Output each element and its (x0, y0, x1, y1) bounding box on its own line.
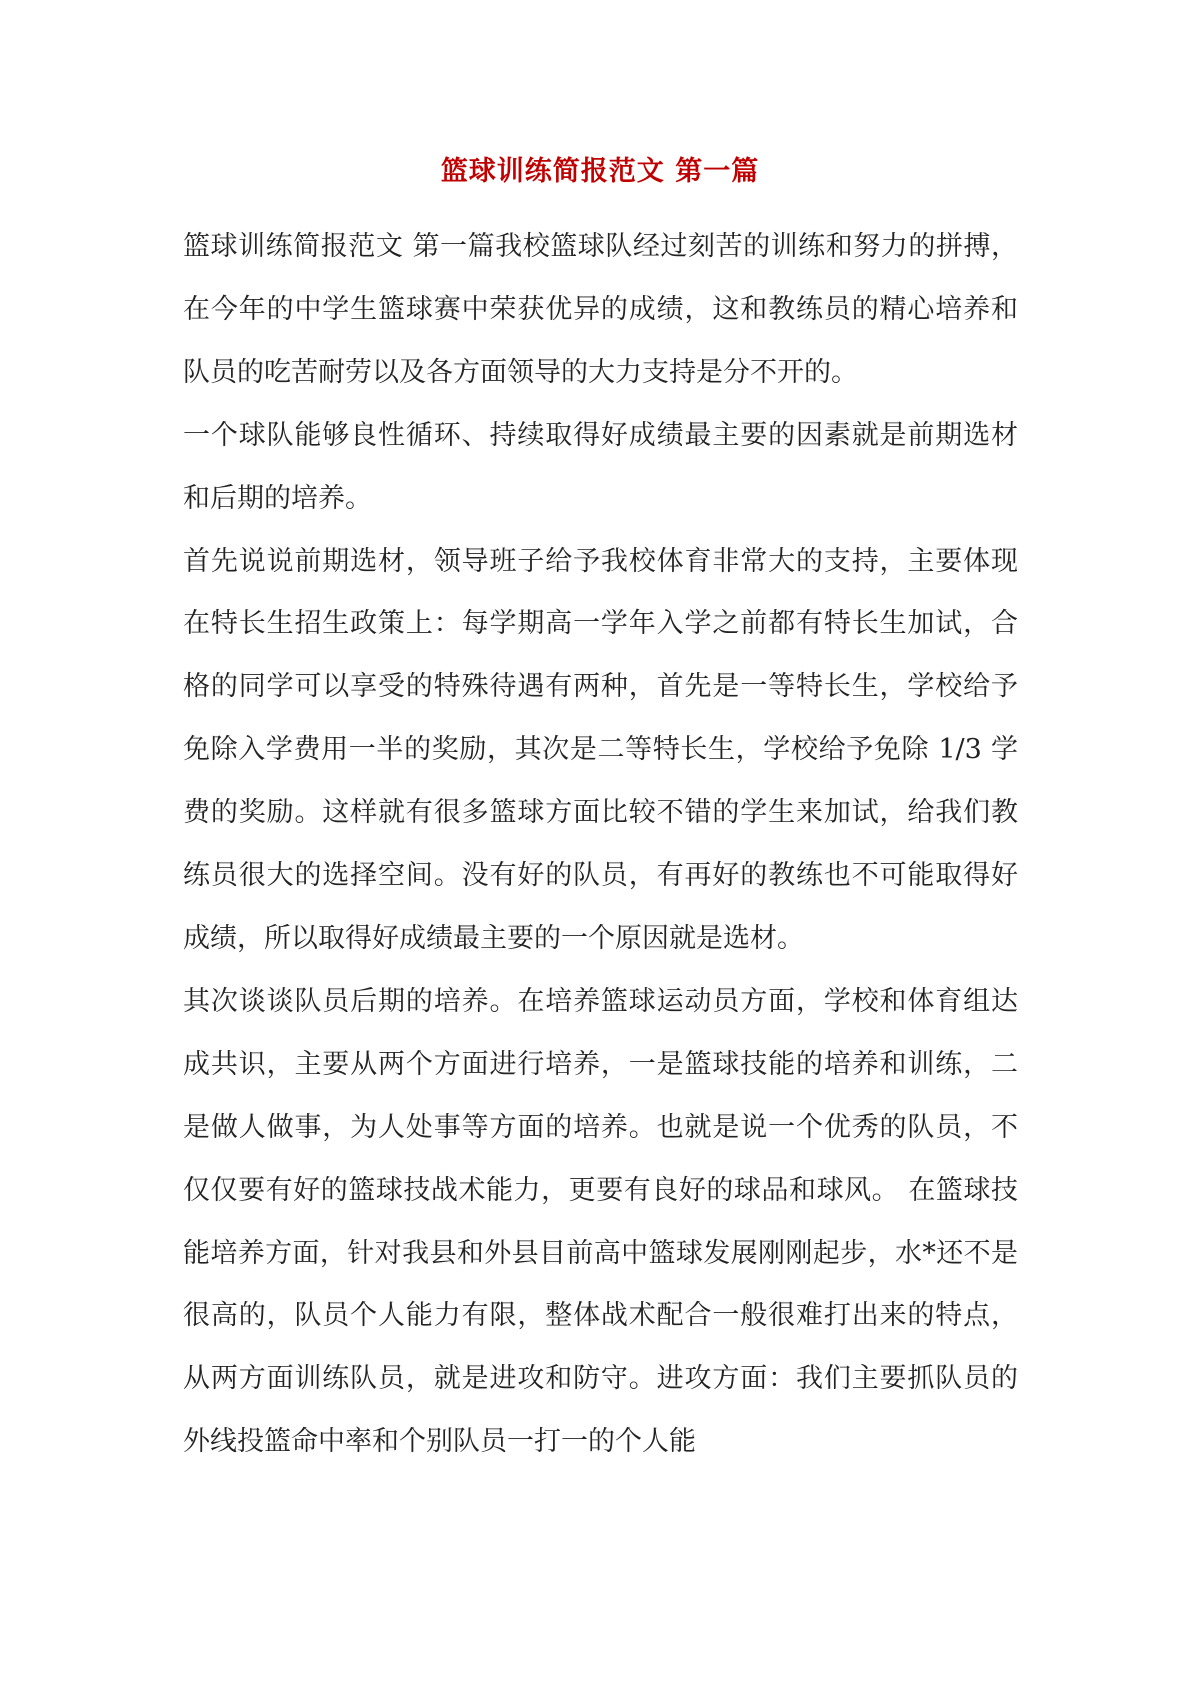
document-title: 篮球训练简报范文 第一篇 (440, 156, 760, 187)
paragraph-intro: 篮球训练简报范文 第一篇我校篮球队经过刻苦的训练和努力的拼搏，在今年的中学生篮球赛中荣获优异的成绩，这和教练员的精心培养和队员的吃苦耐劳以及各方面领导的大力支持是分不开的。 (183, 231, 1018, 388)
paragraph-player-selection: 首先说说前期选材，领导班子给予我校体育非常大的支持，主要体现在特长生招生政策上：每学期高一学年入学之前都有特长生加试，合格的同学可以享受的特殊待遇有两种，首先是一等特长生，学校给予免除入学费用一半的奖励，其次是二等特长生，学校给予免除 1/3 学费的奖励。这样就有很多篮球方面比较不错的学生来加试，给我们教练员很大的选择空间。没有好的队员，有再好的教练也不可能取得好成绩，所以取得好成绩最主要的一个原因就是选材。 (183, 545, 1018, 954)
document-body (183, 216, 1018, 1474)
paragraph-player-training: 其次谈谈队员后期的培养。在培养篮球运动员方面，学校和体育组达成共识，主要从两个方面进行培养，一是篮球技能的培养和训练，二是做人做事，为人处事等方面的培养。也就是说一个优秀的队员，不仅仅要有好的篮球技战术能力，更要有良好的球品和球风。 在篮球技能培养方面，针对我县和外县目前高中篮球发展刚刚起步，水*还不是很高的，队员个人能力有限，整体战术配合一般很难打出来的特点，从两方面训练队员，就是进攻和防守。进攻方面：我们主要抓队员的外线投篮命中率和个别队员一打一的个人能 (183, 985, 1018, 1458)
paragraph-key-factors: 一个球队能够良性循环、持续取得好成绩最主要的因素就是前期选材和后期的培养。 (183, 419, 1018, 514)
